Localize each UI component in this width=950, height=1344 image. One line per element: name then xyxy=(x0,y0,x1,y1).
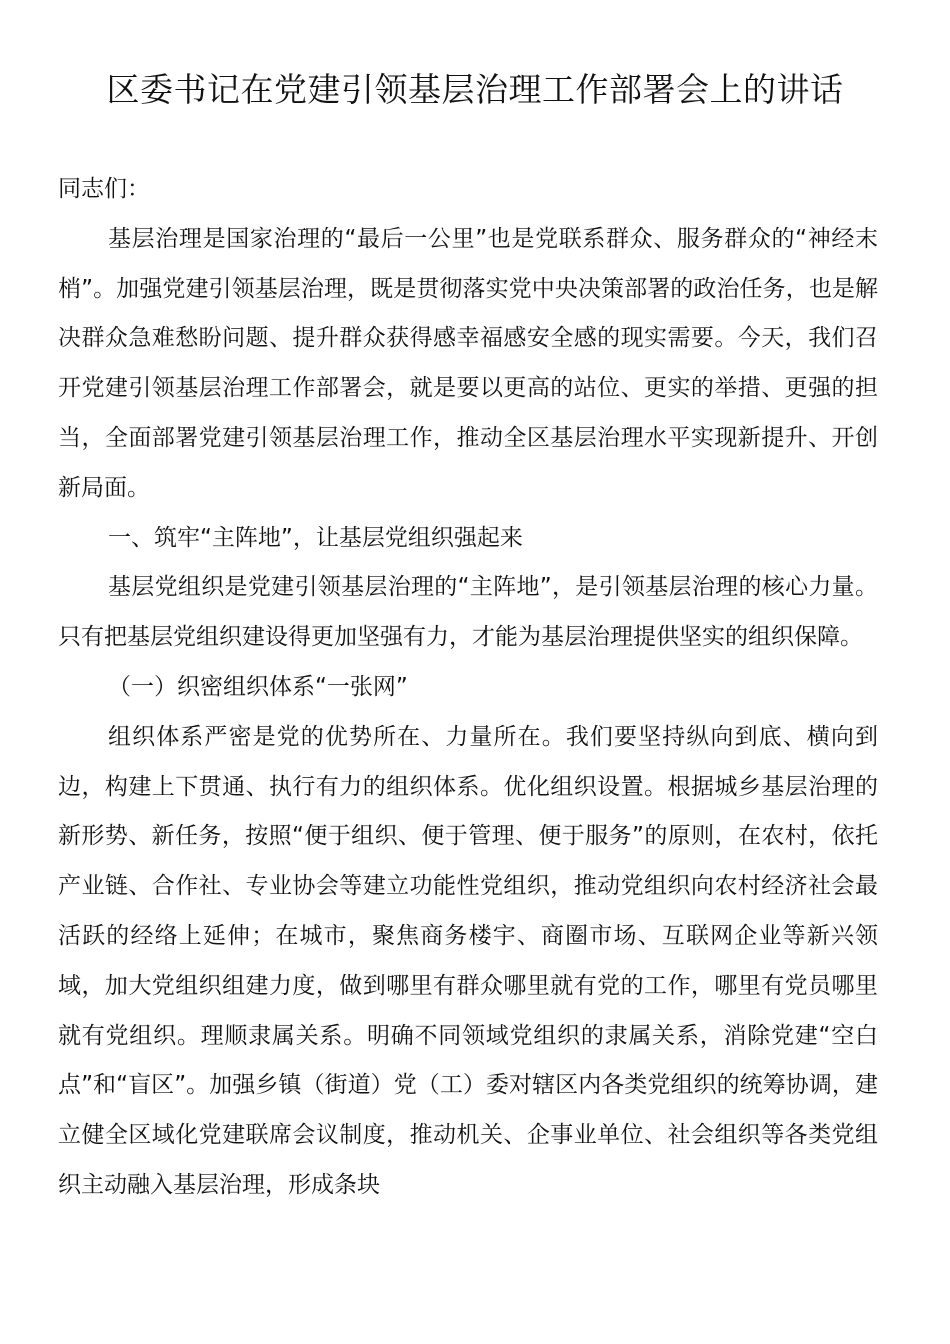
subsection-heading-1: （一）织密组织体系“一张网” xyxy=(108,673,408,700)
document-title: 区委书记在党建引领基层治理工作部署会上的讲话 xyxy=(106,70,844,109)
paragraph-intro: 基层治理是国家治理的“最后一公里”也是党联系群众、服务群众的“神经末梢”。加强党建引领基层治理，既是贯彻落实党中央决策部署的政治任务，也是解决群众急难愁盼问题、提升群众获得感幸福感安全感的现实需要。今天，我们召开党建引领基层治理工作部署会，就是要以更高的站位、更实的举措、更强的担当，全面部署党建引领基层治理工作，推动全区基层治理水平实现新提升、开创新局面。 xyxy=(58,225,878,501)
paragraph-subsection-1: 组织体系严密是党的优势所在、力量所在。我们要坚持纵向到底、横向到边，构建上下贯通、执行有力的组织体系。优化组织设置。根据城乡基层治理的新形势、新任务，按照“便于组织、便于管理、便于服务”的原则，在农村，依托产业链、合作社、专业协会等建立功能性党组织，推动党组织向农村经济社会最活跃的经络上延伸；在城市，聚焦商务楼宇、商圈市场、互联网企业等新兴领域，加大党组织组建力度，做到哪里有群众哪里就有党的工作，哪里有党员哪里就有党组织。理顺隶属关系。明确不同领域党组织的隶属关系，消除党建“空白点”和“盲区”。加强乡镇（街道）党（工）委对辖区内各类党组织的统筹协调，建立健全区域化党建联席会议制度，推动机关、企事业单位、社会组织等各类党组织主动融入基层治理，形成条块 xyxy=(58,723,878,1198)
paragraph-section-1: 基层党组织是党建引领基层治理的“主阵地”，是引领基层治理的核心力量。只有把基层党组织建设得更加坚强有力，才能为基层治理提供坚实的组织保障。 xyxy=(58,574,878,651)
document-body xyxy=(58,165,878,1211)
salutation: 同志们： xyxy=(58,176,150,202)
section-heading-1: 一、筑牢“主阵地”，让基层党组织强起来 xyxy=(108,524,523,551)
